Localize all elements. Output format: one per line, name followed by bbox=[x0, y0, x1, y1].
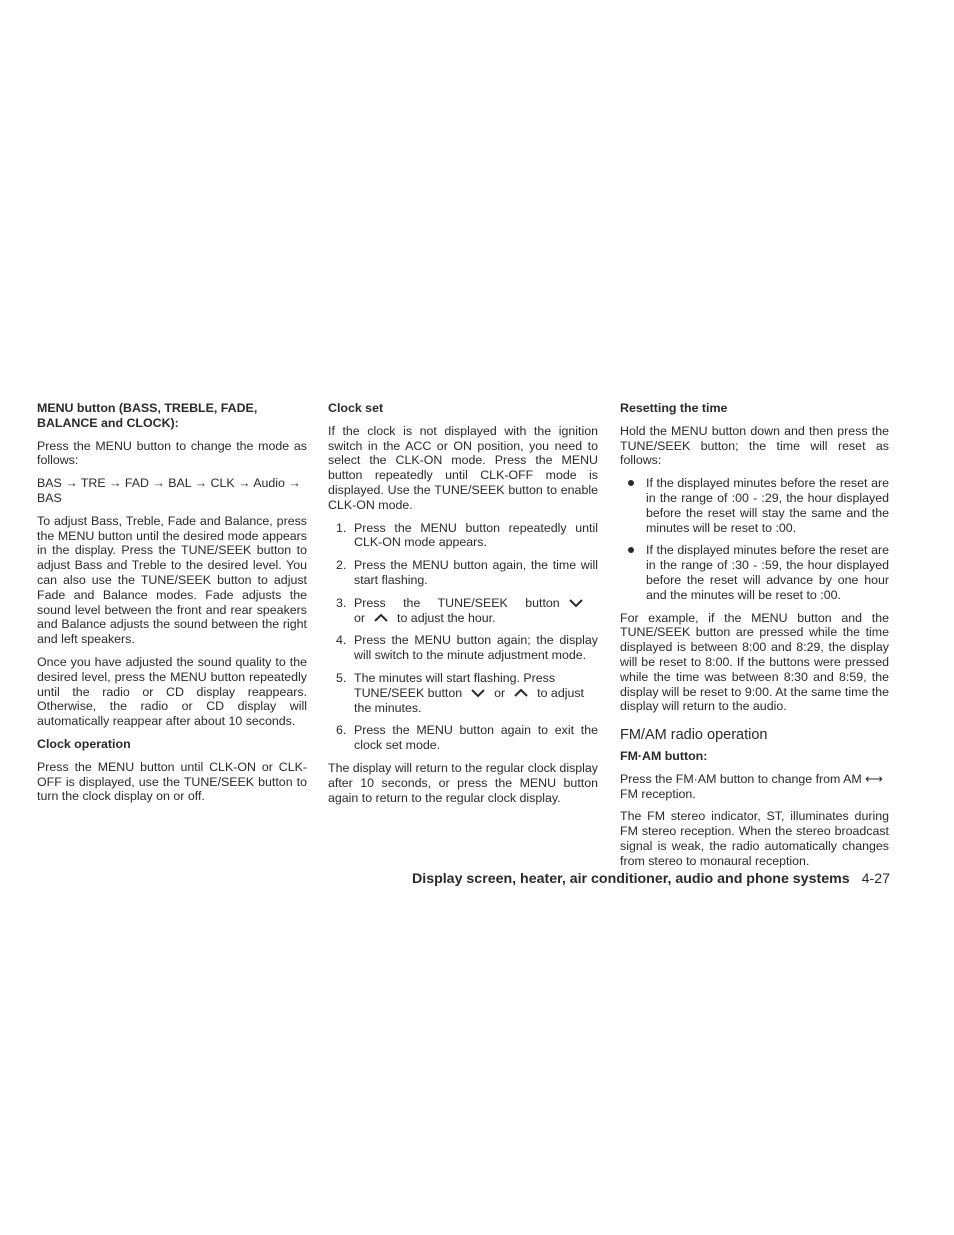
step-text: The minutes will start flashing. Press TUNE/SEEK button bbox=[354, 670, 556, 700]
chevron-down-icon bbox=[468, 686, 488, 700]
clock-set-intro: If the clock is not displayed with the ignition switch in the ACC or ON position, you need to select the CLK-ON mode. Press the MENU button repeatedly until CLK-OFF mode is displayed. Use the TUNE/SEEK button to enable CLK-ON mode. bbox=[328, 423, 598, 512]
step-text: to adjust the minutes. bbox=[354, 685, 584, 715]
resetting-time-heading: Resetting the time bbox=[620, 401, 728, 415]
bullet-icon bbox=[628, 547, 634, 553]
chevron-up-icon bbox=[371, 611, 391, 625]
list-item bbox=[328, 633, 598, 663]
clock-operation-text: Press the MENU button until CLK-ON or CLK-OFF is displayed, use the TUNE/SEEK button to turn the clock display on or off. bbox=[37, 759, 307, 804]
list-item bbox=[328, 671, 598, 715]
list-item bbox=[620, 476, 889, 535]
step-text: Press the TUNE/SEEK button bbox=[354, 595, 560, 610]
chevron-up-icon bbox=[511, 686, 531, 700]
fm-am-button-heading: FM·AM button: bbox=[620, 748, 708, 763]
menu-button-heading: MENU button (BASS, TREBLE, FADE, BALANCE and CLOCK): bbox=[37, 401, 258, 430]
step-text: or bbox=[354, 610, 366, 625]
step-number: 1. bbox=[336, 520, 347, 535]
list-item bbox=[328, 596, 598, 626]
column-middle bbox=[328, 401, 598, 813]
column-left bbox=[37, 401, 307, 812]
adjust-text: To adjust Bass, Treble, Fade and Balance, press the MENU button until the desired mode appears in the display. Press the TUNE/SEEK button to adjust Bass and Treble to the desired level. You can also use the TUNE/SEEK button to adjust Fade and Balance modes. Fade adjusts the sound level between the front and rear speakers and Balance adjusts the sound between the right and left speakers. bbox=[37, 513, 307, 647]
clock-operation-heading: Clock operation bbox=[37, 736, 131, 751]
chevron-down-icon bbox=[566, 596, 586, 610]
list-item bbox=[328, 723, 598, 753]
step-text: Press the MENU button again, the time will start flashing. bbox=[354, 558, 598, 587]
menu-intro-text: Press the MENU button to change the mode as follows: bbox=[37, 438, 307, 468]
list-item bbox=[328, 521, 598, 551]
quality-text: Once you have adjusted the sound quality to the desired level, press the MENU button repeatedly until the radio or CD display reappears. Otherwise, the radio or CD display will automatically reappear after about 10 seconds. bbox=[37, 654, 307, 729]
step-text: Press the MENU button repeatedly until CLK-ON mode appears. bbox=[354, 520, 598, 550]
bullet-text: If the displayed minutes before the reset are in the range of :30 - :59, the hour displayed before the reset will advance by one hour and the minutes will be reset to :00. bbox=[646, 543, 889, 602]
fm-am-button-text: Press the FM·AM button to change from AM ⟷ FM reception. bbox=[620, 771, 883, 801]
reset-bullets bbox=[620, 476, 889, 602]
step-number: 6. bbox=[336, 723, 347, 738]
fm-am-heading: FM/AM radio operation bbox=[620, 727, 768, 744]
step-text: Press the MENU button again to exit the clock set mode. bbox=[354, 723, 598, 753]
clock-set-heading: Clock set bbox=[328, 401, 384, 415]
page-footer bbox=[390, 871, 890, 887]
clock-set-steps bbox=[328, 521, 598, 753]
reset-intro: Hold the MENU button down and then press the TUNE/SEEK button; the time will reset as follows: bbox=[620, 423, 889, 468]
bullet-text: If the displayed minutes before the reset are in the range of :00 - :29, the hour displayed before the reset will stay the same and the minutes will be reset to :00. bbox=[646, 476, 889, 535]
step-text: Press the MENU button again; the display will switch to the minute adjustment mode. bbox=[354, 633, 598, 663]
mode-sequence-text: BAS → TRE → FAD → BAL → CLK → Audio → BAS bbox=[37, 476, 301, 505]
bullet-icon bbox=[628, 480, 634, 486]
step-text: or bbox=[494, 685, 506, 700]
step-number: 5. bbox=[336, 670, 347, 685]
step-number: 4. bbox=[336, 633, 347, 648]
column-right bbox=[620, 401, 889, 877]
reset-example: For example, if the MENU button and the TUNE/SEEK button are pressed while the time displayed is between 8:00 and 8:29, the display will be reset to 8:00. If the buttons were pressed while the time was between 8:30 and 8:59, the display will be reset to 9:00. At the same time the display will return to the audio. bbox=[620, 610, 889, 714]
step-number: 3. bbox=[336, 595, 347, 610]
step-number: 2. bbox=[336, 558, 347, 573]
list-item bbox=[620, 543, 889, 602]
clock-set-outro: The display will return to the regular clock display after 10 seconds, or press the MENU button again to return to the regular clock display. bbox=[328, 760, 598, 805]
fm-stereo-text: The FM stereo indicator, ST, illuminates during FM stereo reception. When the stereo broadcast signal is weak, the radio automatically changes from stereo to monaural reception. bbox=[620, 809, 889, 868]
list-item bbox=[328, 558, 598, 588]
section-title: Display screen, heater, air conditioner, audio and phone systems bbox=[412, 871, 850, 887]
page-number: 4-27 bbox=[861, 871, 890, 887]
step-text: to adjust the hour. bbox=[397, 610, 496, 625]
